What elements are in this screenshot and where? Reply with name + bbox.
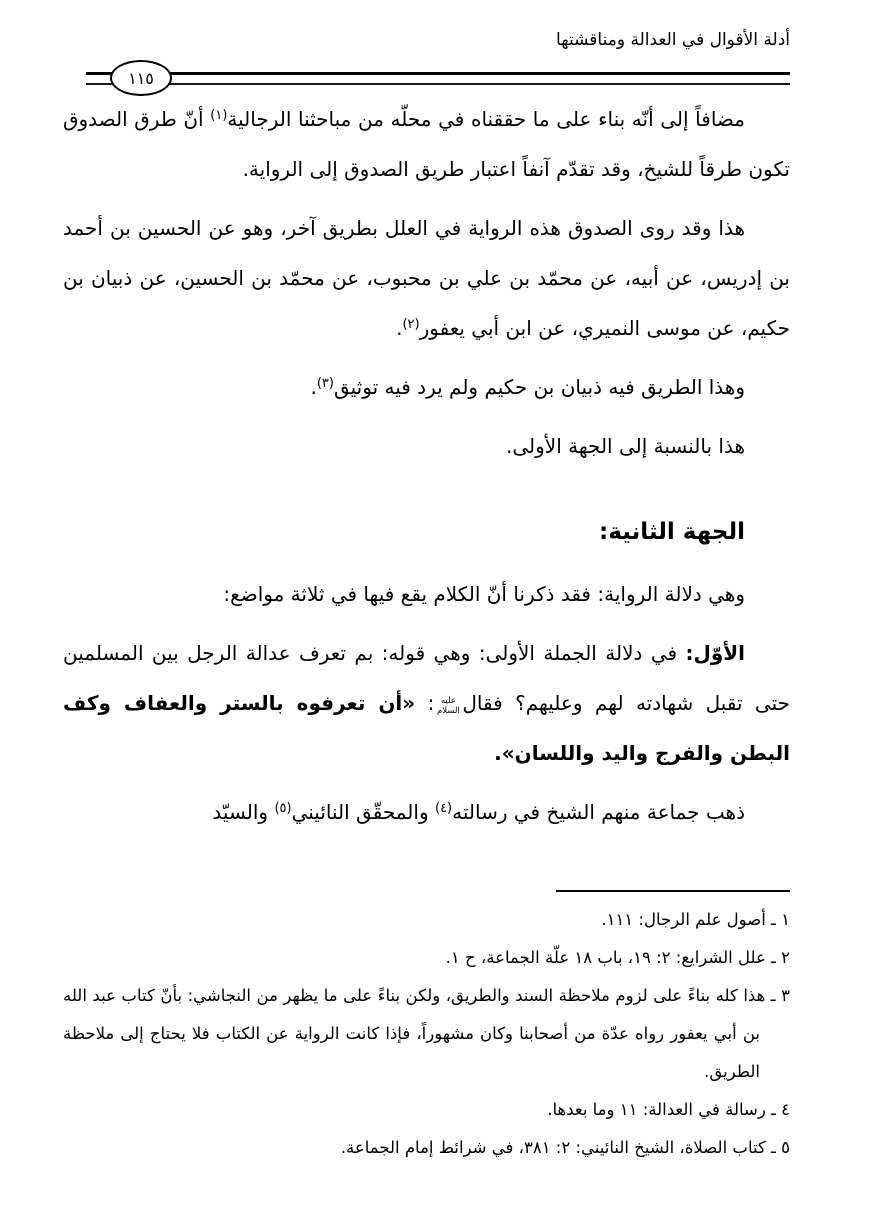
footnote-item-1: ١ ـ أصول علم الرجال: ١١١.: [601, 910, 790, 929]
paragraph-6: [63, 628, 790, 778]
paragraph-7: [63, 787, 790, 837]
section-heading: الجهة الثانية:: [599, 519, 745, 545]
paragraph-7-text-cont: والمحقّق النائيني: [291, 800, 435, 824]
paragraph-1: [63, 94, 790, 194]
footnote-item-3: ٣ ـ هذا كله بناءً على لزوم ملاحظة السند والطريق، ولكن بناءً على ما يظهر من النجاشي: بأنّ كتاب عبد الله بن أبي يعفور رواه عدّة من أصحابنا وكان مشهوراً، فإذا كانت الرواية عن الكتاب فلا يحتاج إلى ملاحظة الطريق.: [63, 986, 790, 1081]
footnote-item-5: ٥ ـ كتاب الصلاة، الشيخ النائيني: ٢: ٣٨١، في شرائط إمام الجماعة.: [340, 1138, 790, 1157]
honorific-alayhis-salam: عليه السلام: [436, 696, 460, 716]
paragraph-4: هذا بالنسبة إلى الجهة الأولى.: [506, 434, 745, 458]
paragraph-3-text-cont: .: [310, 375, 317, 399]
page-number: ١١٥: [128, 68, 154, 88]
footnote-ref-5: (٥): [274, 801, 292, 816]
paragraph-2-text-cont: .: [396, 316, 403, 340]
paragraph-6-text: في دلالة الجملة الأولى: وهي قوله: بم تعرف عدالة الرجل بين المسلمين حتى تقبل شهادته لهم وعليهم؟ فقال: [63, 641, 790, 715]
paragraph-1-text: مضافاً إلى أنّه بناء على ما حققناه في محلّه من مباحثنا الرجالية: [227, 107, 745, 131]
paragraph-6-quote: «أن تعرفوه بالستر والعفاف وكف البطن والفرج واليد واللسان».: [63, 691, 790, 765]
footnote-ref-4: (٤): [434, 801, 453, 816]
paragraph-2-text: هذا وقد روى الصدوق هذه الرواية في العلل بطريق آخر، وهو عن الحسين بن أحمد بن إدريس، عن أبيه، عن محمّد بن علي بن محبوب، عن محمّد بن الحسين، عن ذبيان بن حكيم، عن موسى النميري، عن ابن أبي يعفور: [63, 216, 790, 340]
footnote-item-4: ٤ ـ رسالة في العدالة: ١١ وما بعدها.: [547, 1100, 790, 1119]
footnote-ref-2: (٢): [402, 317, 420, 332]
paragraph-6-colon: :: [415, 691, 435, 715]
footnote-ref-3: (٣): [316, 376, 334, 391]
footnote-area: [63, 890, 790, 1167]
paragraph-7-text-end: والسيّد: [212, 800, 275, 824]
paragraph-7-text: ذهب جماعة منهم الشيخ في رسالته: [452, 800, 745, 824]
paragraph-1-text-cont: أنّ طرق الصدوق تكون طرقاً للشيخ، وقد تقدّم آنفاً اعتبار طريق الصدوق إلى الرواية.: [63, 107, 790, 181]
running-head-title: أدلة الأقوال في العدالة ومناقشتها: [555, 30, 790, 50]
footnote-separator: [556, 890, 790, 892]
paragraph-6-lead: الأوّل:: [685, 641, 745, 665]
paragraph-2: [63, 203, 790, 353]
footnote-item-2: ٢ ـ علل الشرايع: ٢: ١٩، باب ١٨ علّة الجماعة، ح ١.: [445, 948, 790, 967]
page-body: [63, 94, 790, 846]
page-number-badge: [110, 60, 172, 96]
paragraph-3: [63, 362, 790, 412]
paragraph-5: وهي دلالة الرواية: فقد ذكرنا أنّ الكلام يقع فيها في ثلاثة مواضع:: [223, 582, 745, 606]
paragraph-3-text: وهذا الطريق فيه ذبيان بن حكيم ولم يرد فيه توثيق: [333, 375, 745, 399]
header-rule-thick: [86, 72, 790, 75]
footnote-ref-1: (١): [210, 108, 228, 123]
header-rule-thin: [86, 83, 790, 85]
